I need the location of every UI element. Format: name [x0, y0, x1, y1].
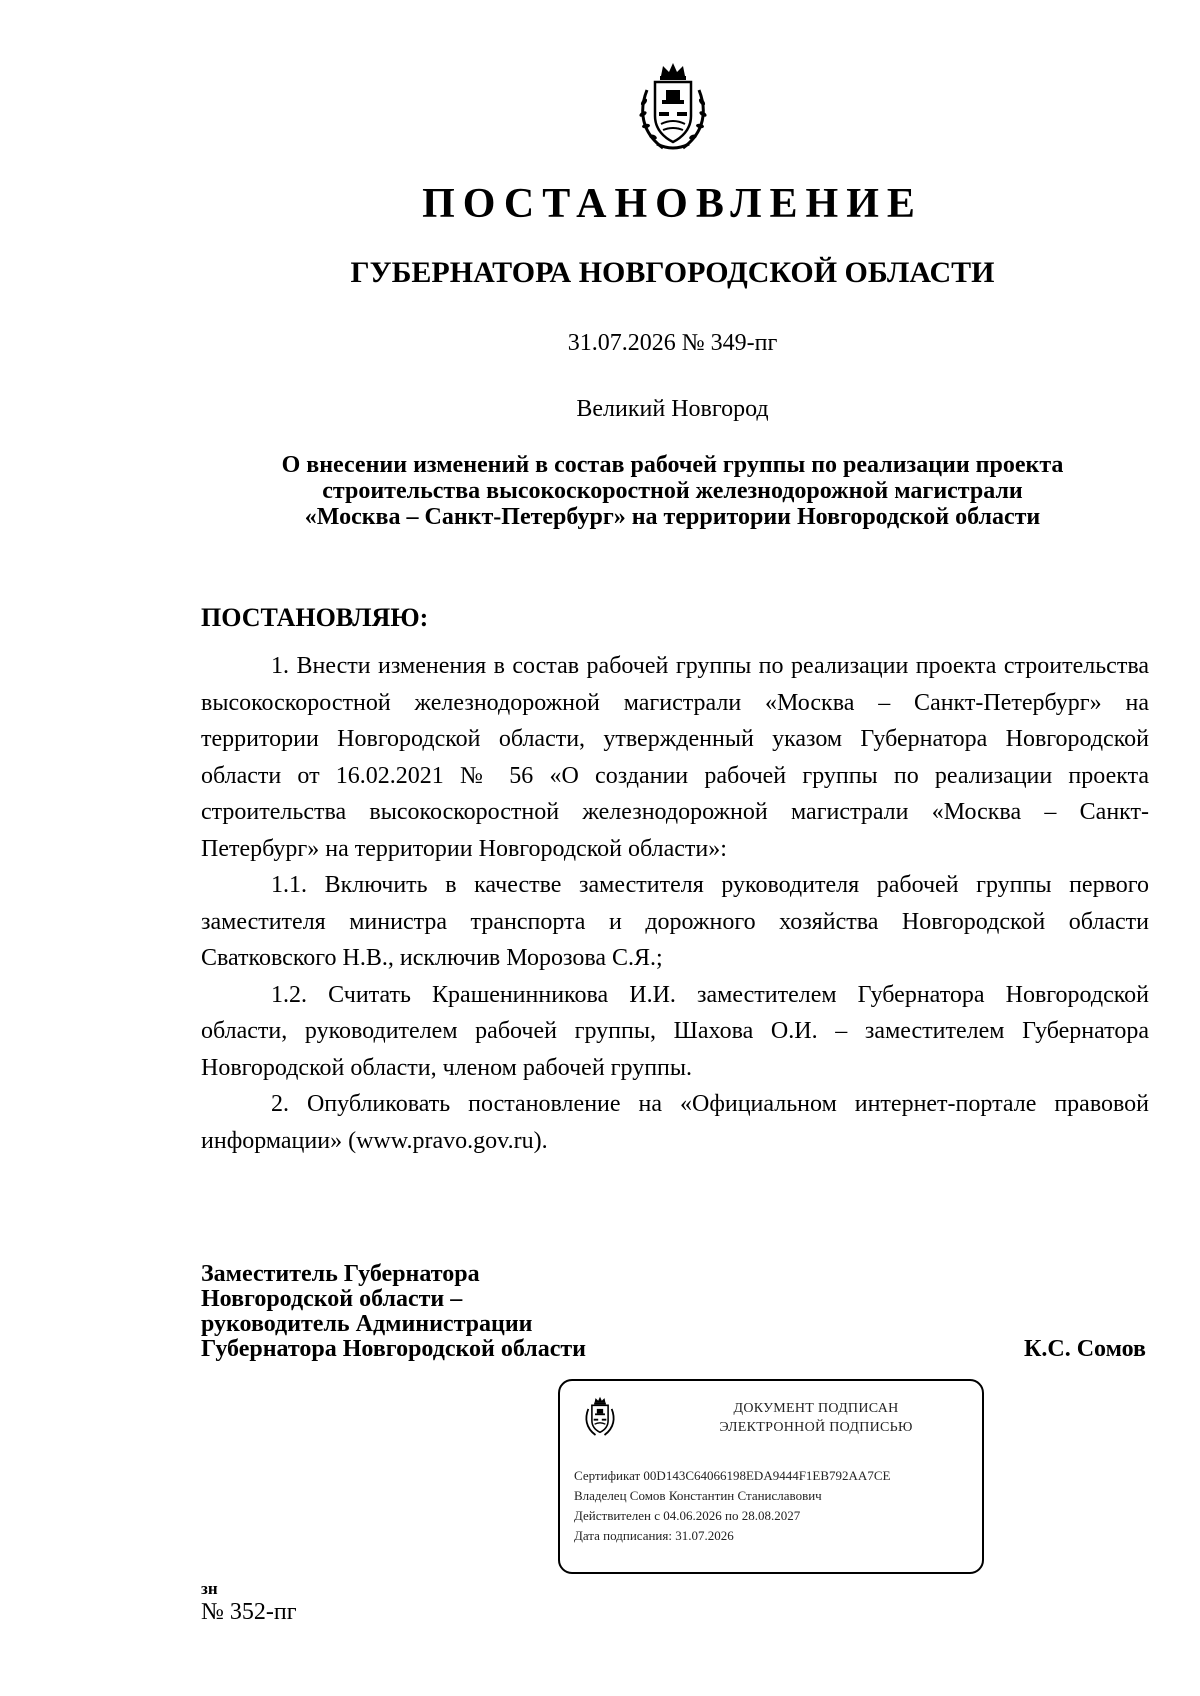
signer-position-line: руководитель Администрации — [201, 1311, 533, 1337]
signer-position — [201, 1262, 586, 1362]
place-of-issue: Великий Новгород — [576, 396, 769, 422]
signing-date: Дата подписания: 31.07.2026 — [574, 1528, 734, 1543]
footer-registration — [201, 1579, 297, 1625]
coat-of-arms-icon — [582, 1395, 618, 1439]
paragraph: 2. Опубликовать постановление на «Официальном интернет-портале правовой информации» (www.pravo.gov.ru). — [201, 1091, 1149, 1154]
paragraph: 1.2. Считать Крашенинникова И.И. заместителем Губернатора Новгородской области, руководителем рабочей группы, Шахова О.И. – заместителем Губернатора Новгородской области, членом рабочей группы. — [201, 981, 1149, 1081]
certificate-owner: Владелец Сомов Константин Станиславович — [574, 1488, 822, 1503]
signature-stamp-details — [574, 1466, 890, 1546]
document-type-title: ПОСТАНОВЛЕНИЕ — [422, 181, 923, 227]
heading-line: «Москва – Санкт-Петербург» на территории Новгородской области — [304, 504, 1041, 530]
issuer-subtitle: ГУБЕРНАТОРА НОВГОРОДСКОЙ ОБЛАСТИ — [350, 256, 995, 289]
executor-mark: зн — [201, 1579, 218, 1598]
paragraph: 1.1. Включить в качестве заместителя руководителя рабочей группы первого заместителя министра транспорта и дорожного хозяйства Новгородской области Сватковского Н.В., исключив Морозова С.Я.; — [201, 872, 1149, 971]
coat-of-arms-icon — [633, 60, 713, 156]
signer-position-line: Новгородской области – — [201, 1286, 463, 1312]
date-and-number: 31.07.2026 № 349-пг — [567, 330, 778, 356]
document-heading — [200, 452, 1145, 530]
stamp-title-line: ЭЛЕКТРОННОЙ ПОДПИСЬЮ — [719, 1420, 913, 1435]
paragraph: 1. Внести изменения в состав рабочей группы по реализации проекта строительства высокоскоростной железнодорожной магистрали «Москва – Санкт-Петербург» на территории Новгородской области, утвержденный указом Губернатора Новгородской области от 16.02.2021 № 56 «О создании рабочей группы по реализации проекта строительства высокоскоростной железнодорожной магистрали «Москва – Санкт-Петербург» на территории Новгородской области»: — [201, 653, 1149, 862]
heading-line: строительства высокоскоростной железнодорожной магистрали — [322, 478, 1023, 504]
signer-position-line: Заместитель Губернатора — [201, 1261, 480, 1287]
electronic-signature-stamp — [558, 1379, 984, 1574]
stamp-title-line: ДОКУМЕНТ ПОДПИСАН — [733, 1401, 899, 1416]
signer-name: К.С. Сомов — [1023, 1336, 1146, 1362]
resolve-word: ПОСТАНОВЛЯЮ: — [201, 603, 429, 632]
signer-position-line: Губернатора Новгородской области — [201, 1336, 587, 1362]
certificate-number: Сертификат 00D143C64066198EDA9444F1EB792AA7CE — [574, 1468, 891, 1483]
heading-line: О внесении изменений в состав рабочей группы по реализации проекта — [281, 452, 1064, 478]
document-body — [201, 648, 1149, 1159]
registration-number: № 352-пг — [201, 1599, 297, 1625]
certificate-validity: Действителен с 04.06.2026 по 28.08.2027 — [574, 1508, 801, 1523]
signature-stamp-title — [656, 1399, 976, 1437]
